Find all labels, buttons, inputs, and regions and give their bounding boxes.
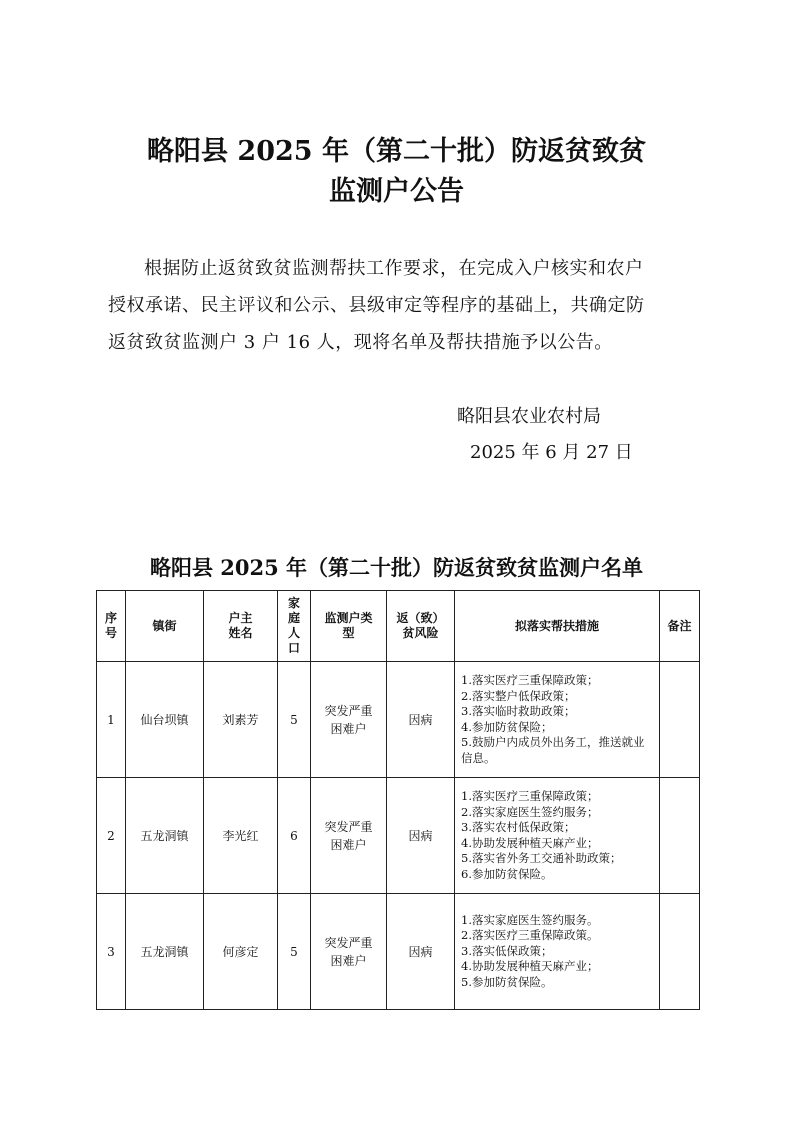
cell-town: 五龙洞镇 [126, 894, 204, 1010]
header-head: 户主 姓名 [204, 591, 278, 662]
cell-remark [660, 662, 700, 778]
table-header-row [97, 591, 700, 662]
cell-remark [660, 778, 700, 894]
header-type: 监测户类 型 [311, 591, 387, 662]
header-remark: 备注 [660, 591, 700, 662]
cell-size: 5 [278, 894, 311, 1010]
header-risk: 返（致） 贫风险 [387, 591, 455, 662]
notice-title-line1: 略阳县 2025 年（第二十批）防返贫致贫 [147, 136, 646, 167]
table-title: 略阳县 2025 年（第二十批）防返贫致贫监测户名单 [149, 555, 644, 580]
cell-type: 突发严重 困难户 [311, 778, 387, 894]
header-measures: 拟落实帮扶措施 [455, 591, 660, 662]
paragraph-line-3: 返贫致贫监测户 3 户 16 人，现将名单及帮扶措施予以公告。 [108, 332, 613, 353]
notice-paragraph [108, 250, 698, 361]
header-size: 家 庭 人 口 [278, 591, 311, 662]
cell-no: 1 [97, 662, 126, 778]
paragraph-line-1: 根据防止返贫致贫监测帮扶工作要求，在完成入户核实和农户 [144, 258, 644, 279]
cell-risk: 因病 [387, 894, 455, 1010]
cell-type: 突发严重 困难户 [311, 662, 387, 778]
cell-head: 刘素芳 [204, 662, 278, 778]
cell-no: 2 [97, 778, 126, 894]
cell-no: 3 [97, 894, 126, 1010]
issuer: 略阳县农业农村局 [457, 406, 601, 427]
table-row [97, 894, 700, 1010]
table-row [97, 662, 700, 778]
issue-date: 2025 年 6 月 27 日 [470, 442, 633, 463]
cell-town: 仙台坝镇 [126, 662, 204, 778]
table-row [97, 778, 700, 894]
cell-measures: 1.落实医疗三重保障政策； 2.落实家庭医生签约服务； 3.落实农村低保政策； 4.协助发展种植天麻产业； 5.落实省外务工交通补助政策； 6.参加防贫保险。 [455, 778, 660, 894]
cell-measures: 1.落实家庭医生签约服务。 2.落实医疗三重保障政策。 3.落实低保政策； 4.协助发展种植天麻产业； 5.参加防贫保险。 [455, 894, 660, 1010]
notice-title-line2: 监测户公告 [329, 176, 464, 207]
cell-town: 五龙洞镇 [126, 778, 204, 894]
cell-size: 5 [278, 662, 311, 778]
household-table [96, 590, 700, 1010]
cell-measures: 1.落实医疗三重保障政策； 2.落实整户低保政策； 3.落实临时救助政策； 4.参加防贫保险； 5.鼓励户内成员外出务工，推送就业信息。 [455, 662, 660, 778]
cell-risk: 因病 [387, 662, 455, 778]
cell-remark [660, 894, 700, 1010]
cell-head: 李光红 [204, 778, 278, 894]
cell-head: 何彦定 [204, 894, 278, 1010]
header-no: 序 号 [97, 591, 126, 662]
paragraph-line-2: 授权承诺、民主评议和公示、县级审定等程序的基础上，共确定防 [108, 295, 645, 316]
cell-type: 突发严重 困难户 [311, 894, 387, 1010]
cell-size: 6 [278, 778, 311, 894]
header-town: 镇街 [126, 591, 204, 662]
cell-risk: 因病 [387, 778, 455, 894]
